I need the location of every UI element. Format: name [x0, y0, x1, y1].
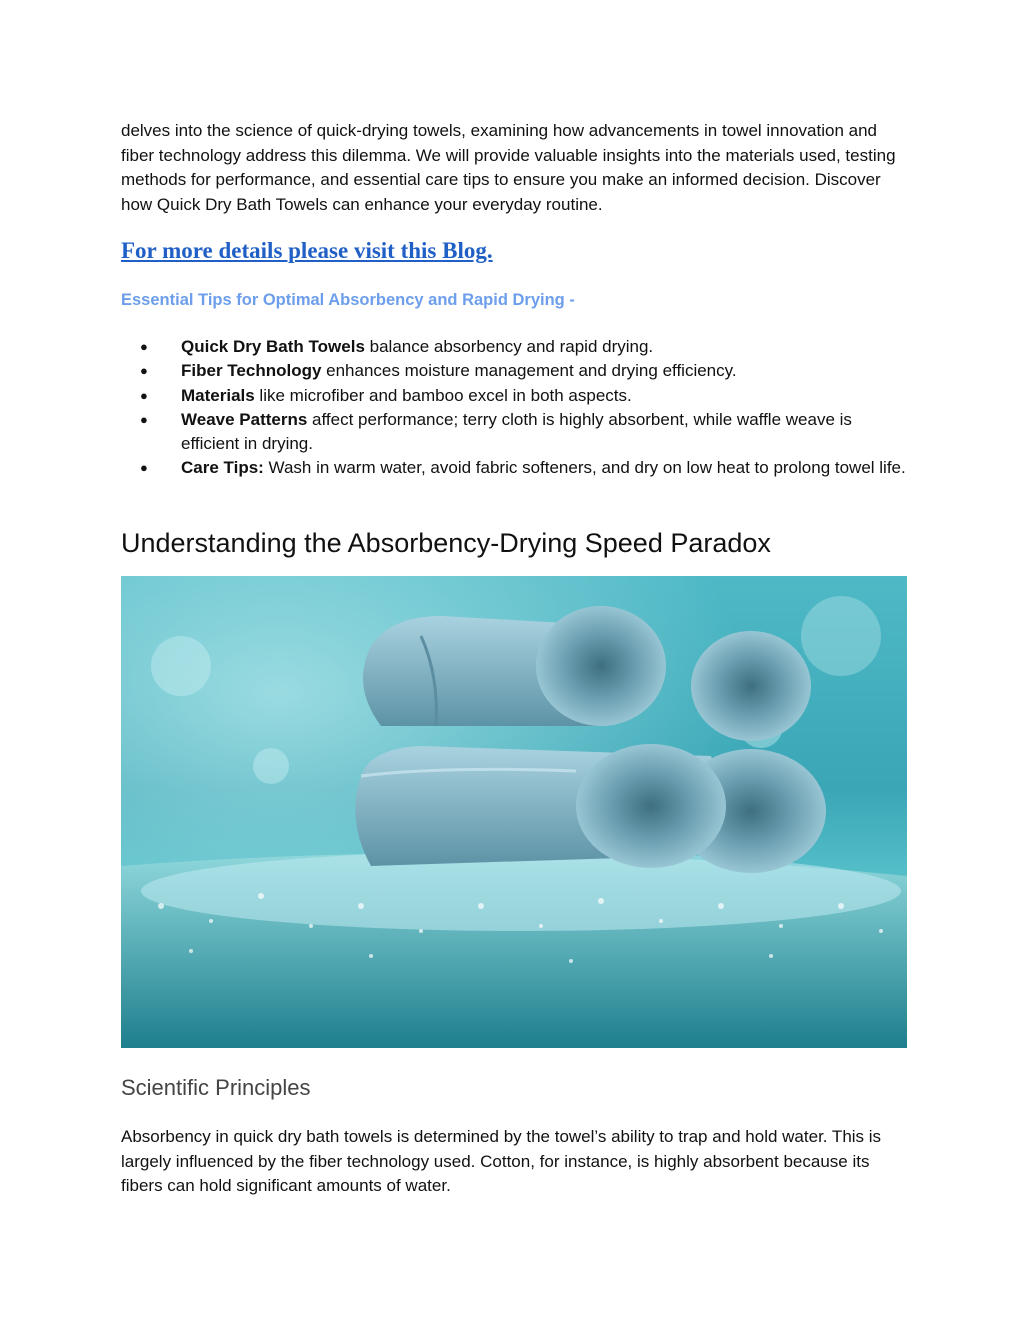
list-item — [121, 384, 911, 408]
bullet-icon: ● — [140, 339, 148, 354]
bullet-icon: ● — [140, 387, 148, 403]
tip-term: Quick Dry Bath Towels — [181, 337, 365, 356]
tips-heading: Essential Tips for Optimal Absorbency and Rapid Drying - — [121, 291, 575, 309]
tip-term: Weave Patterns — [181, 409, 308, 429]
tip-text: like microfiber and bamboo excel in both aspects. — [254, 385, 632, 405]
tip-text: affect performance; terry cloth is highly absorbent, while waffle weave is efficient in drying. — [181, 409, 852, 454]
list-item — [121, 456, 911, 480]
section-title: Understanding the Absorbency-Drying Speed Paradox — [121, 528, 771, 558]
tips-list — [121, 335, 911, 481]
bullet-icon: ● — [140, 363, 148, 379]
bullet-icon: ● — [140, 460, 148, 476]
tip-text: Wash in warm water, avoid fabric softeners, and dry on low heat to prolong towel life. — [263, 458, 906, 478]
subsection-title: Scientific Principles — [121, 1075, 311, 1100]
list-item — [121, 335, 911, 359]
tip-text: enhances moisture management and drying efficiency. — [321, 361, 737, 381]
bullet-icon: ● — [140, 411, 148, 427]
tip-text: balance absorbency and rapid drying. — [364, 337, 654, 356]
tip-term: Fiber Technology — [181, 361, 322, 381]
body-paragraph: Absorbency in quick dry bath towels is determined by the towel’s ability to trap and hold water. This is largely influenced by the fiber technology used. Cotton, for instance, is highly absorbent because its fibers can hold significant amounts of water. — [121, 1127, 882, 1195]
tip-term: Care Tips: — [181, 458, 264, 478]
list-item — [121, 408, 911, 457]
tip-term: Materials — [181, 385, 255, 405]
list-item — [121, 359, 911, 383]
blog-link[interactable]: For more details please visit this Blog. — [121, 238, 493, 263]
towel-photo-illustration — [121, 576, 907, 1048]
towel-photo — [121, 576, 907, 1048]
intro-paragraph: delves into the science of quick-drying towels, examining how advancements in towel innovation and fiber technology address this dilemma. We will provide valuable insights into the materials used, testing methods for performance, and essential care tips to ensure you make an informed decision. Discover how Quick Dry Bath Towels can enhance your everyday routine. — [121, 121, 896, 214]
